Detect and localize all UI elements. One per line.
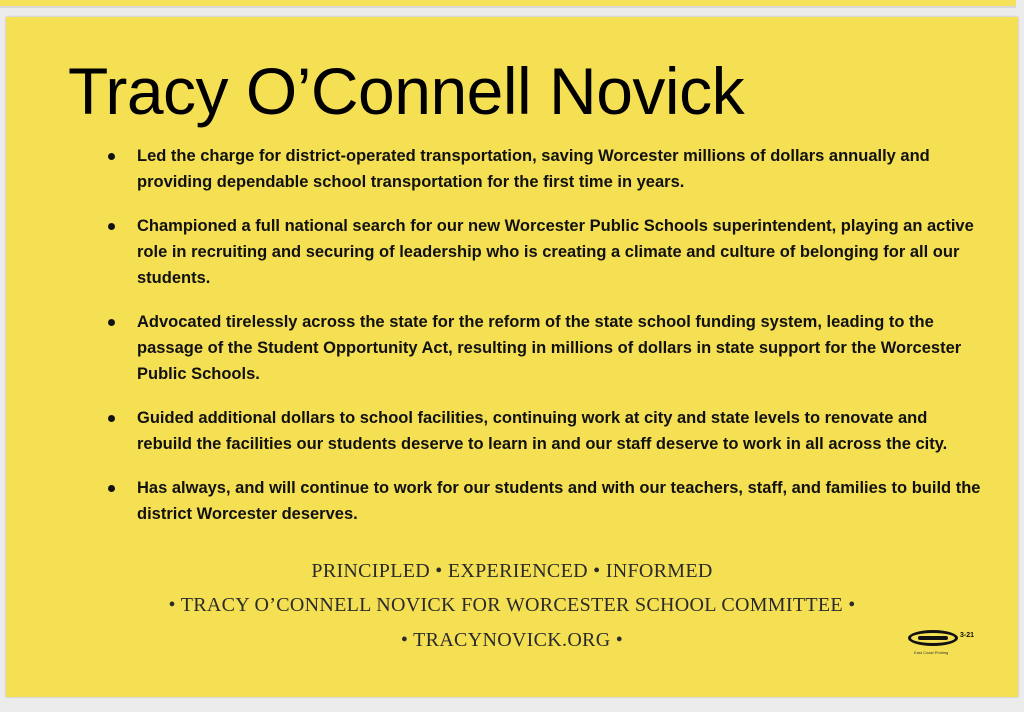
previous-card-edge [0, 0, 1016, 8]
accomplishment-text: Advocated tirelessly across the state for the reform of the state school funding system, leading to the passage of the Student Opportunity Act, resulting in millions of dollars in state support for the Worcester Public Schools. [137, 313, 962, 383]
candidate-name: Tracy O’Connell Novick [68, 54, 745, 128]
website-link[interactable]: • TRACYNOVICK.ORG • [400, 629, 624, 651]
printer-badge [908, 630, 958, 646]
list-item [102, 213, 982, 291]
slogan: PRINCIPLED • EXPERIENCED • INFORMED [311, 560, 713, 582]
bullet-dot-icon [108, 319, 115, 326]
bullet-dot-icon [108, 223, 115, 230]
committee-line: • TRACY O’CONNELL NOVICK FOR WORCESTER SCHOOL COMMITTEE • [168, 594, 856, 616]
list-item [102, 143, 982, 195]
bullet-dot-icon [108, 153, 115, 160]
list-item [102, 309, 982, 387]
accomplishment-text: Has always, and will continue to work for our students and with our teachers, staff, and families to build the district Worcester deserves. [137, 479, 981, 523]
printer-name: East Coast Printing [914, 650, 949, 655]
accomplishment-text: Led the charge for district-operated transportation, saving Worcester millions of dollars annually and providing dependable school transportation for the first time in years. [137, 147, 930, 191]
bullet-dot-icon [108, 415, 115, 422]
accomplishments-list [102, 143, 982, 545]
union-print-bug-icon [908, 626, 982, 660]
printer-code: 3-21 [960, 632, 975, 639]
campaign-card [6, 17, 1018, 697]
accomplishment-text: Championed a full national search for our new Worcester Public Schools superintendent, playing an active role in recruiting and securing of leadership who is creating a climate and culture of belonging for all our students. [137, 217, 974, 287]
bullet-dot-icon [108, 485, 115, 492]
list-item [102, 475, 982, 527]
accomplishment-text: Guided additional dollars to school facilities, continuing work at city and state levels to renovate and rebuild the facilities our students deserve to learn in and our staff deserve to work in all across the city. [137, 409, 948, 453]
list-item [102, 405, 982, 457]
